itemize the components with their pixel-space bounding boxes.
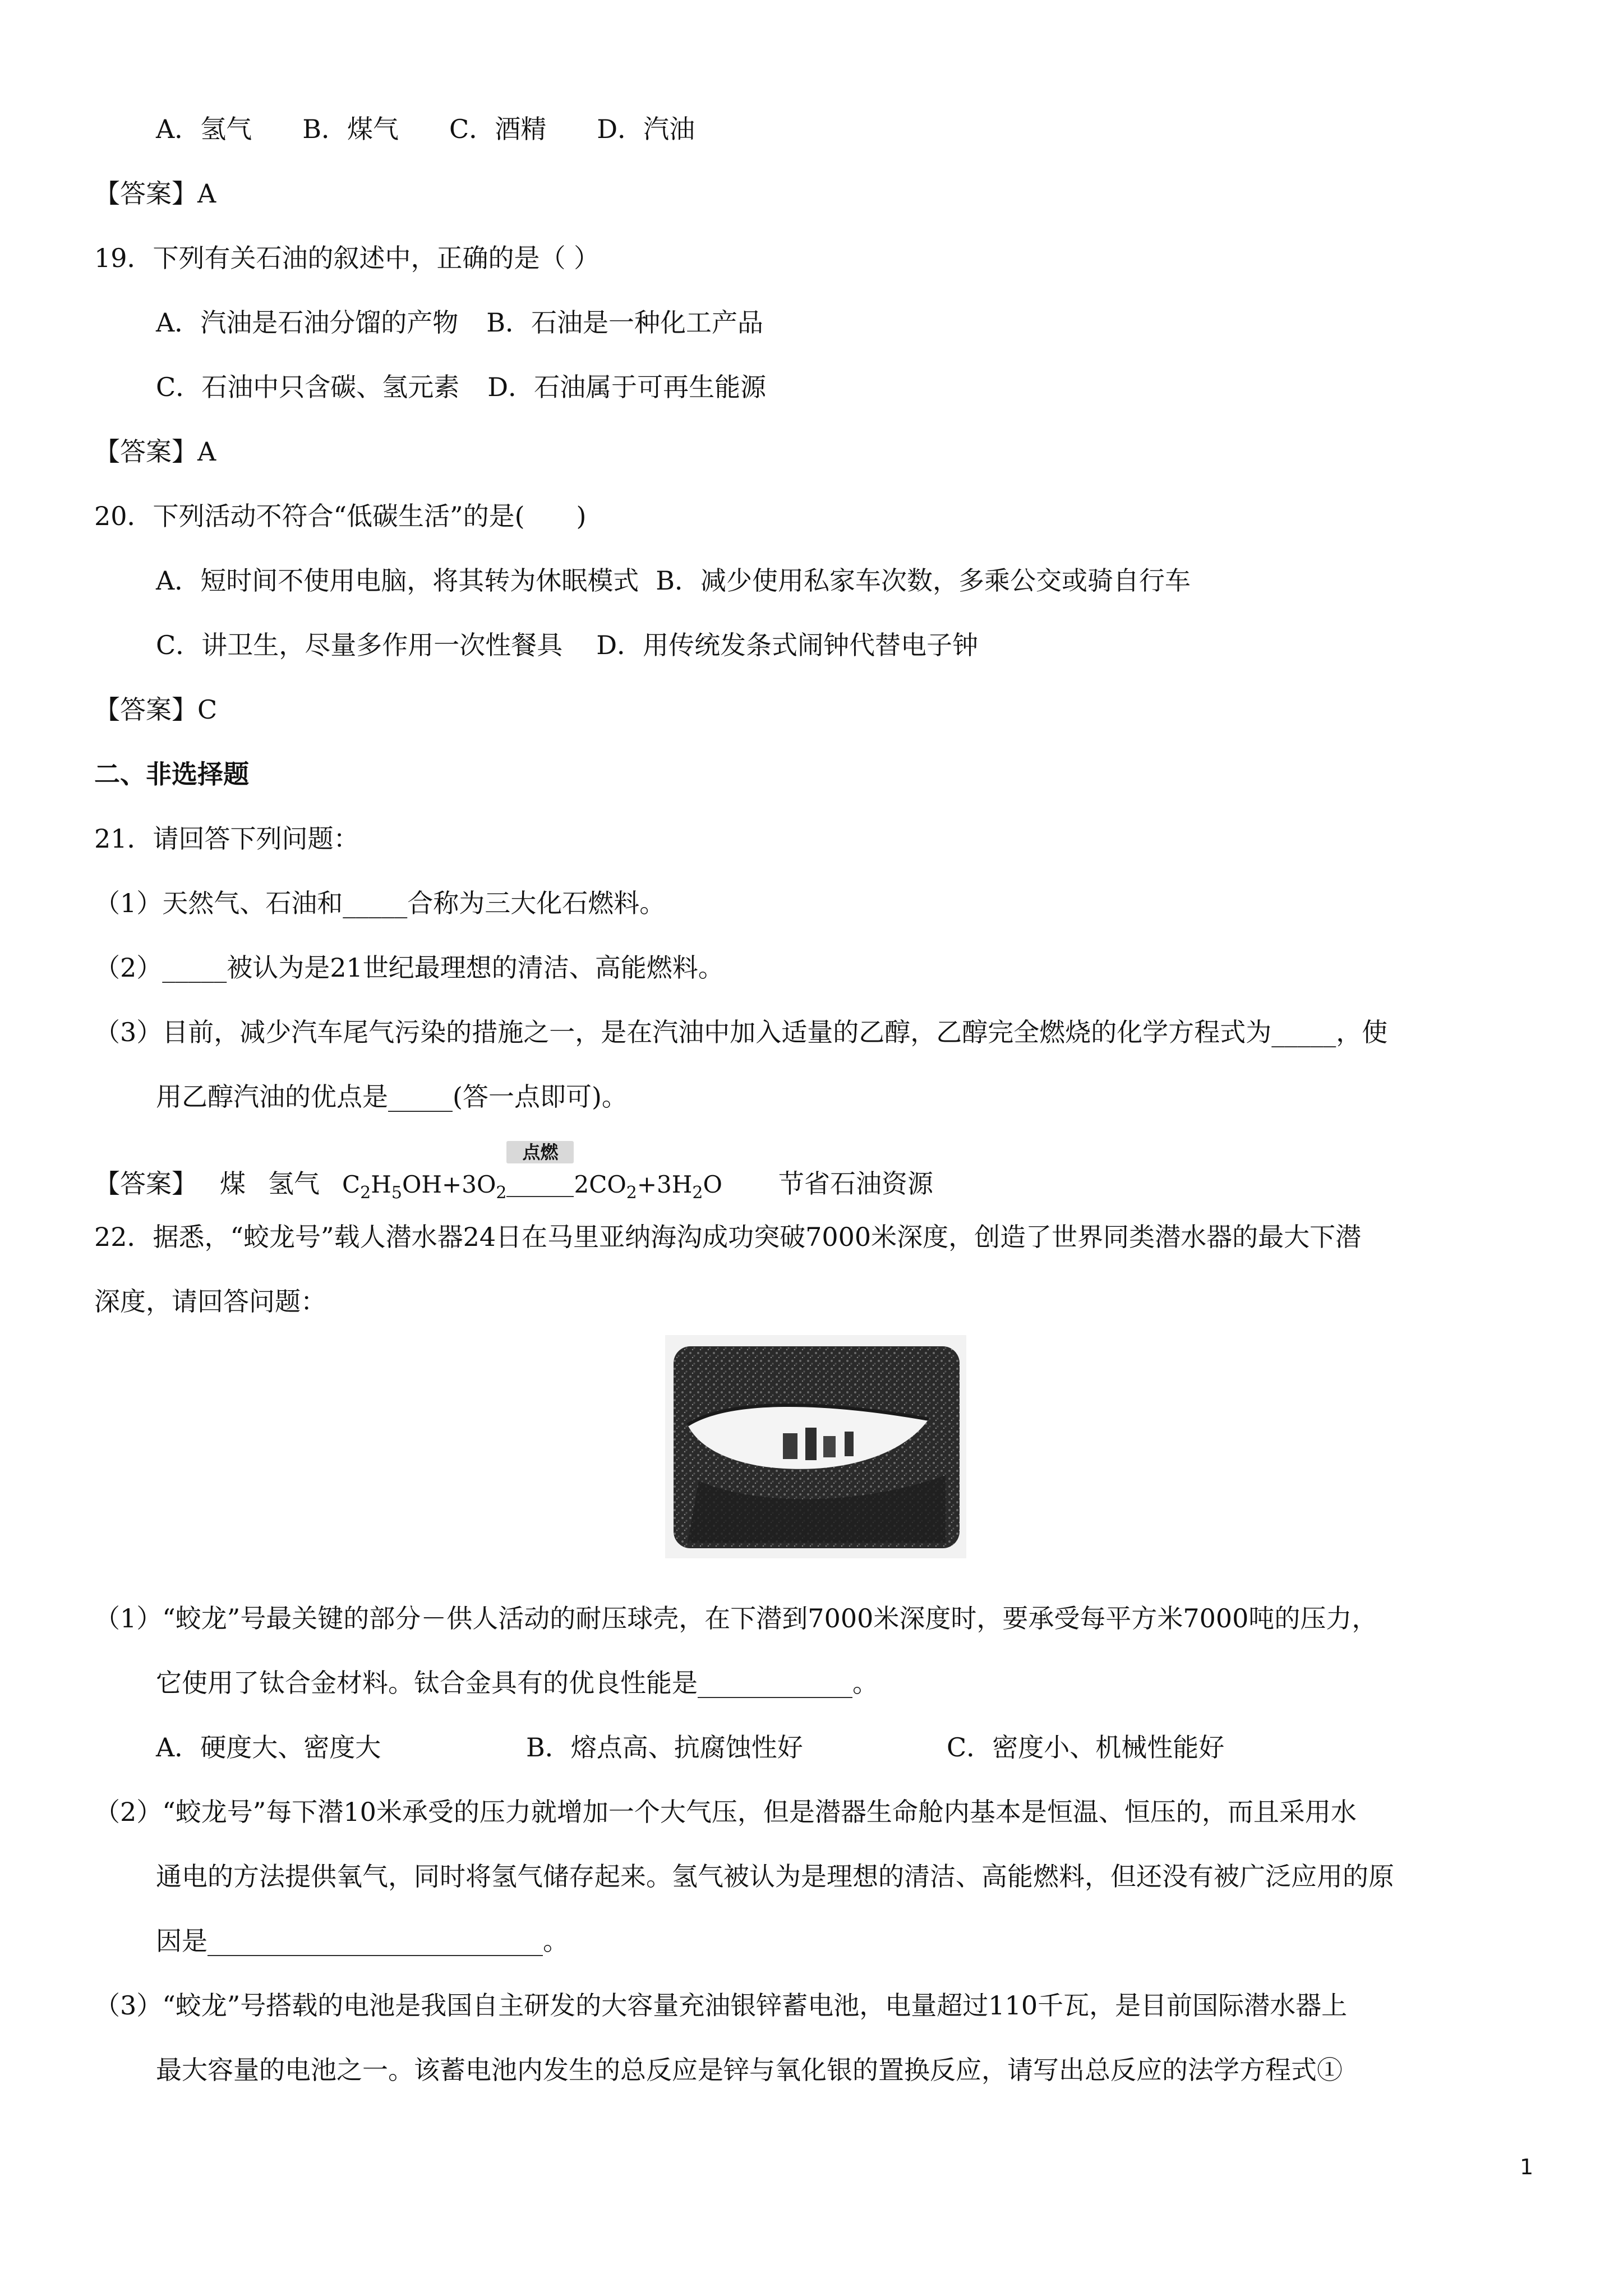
q20-option-d: D．用传统发条式闹钟代替电子钟 [596,630,979,660]
reaction-condition [506,1142,574,1200]
q22-option-b: B．熔点高、抗腐蚀性好 [526,1732,803,1763]
q19-option-a: A．汽油是石油分馏的产物 [156,307,459,338]
q18-answer: 【答案】A [94,178,216,209]
q20-answer: 【答案】C [94,694,218,725]
q20-options-row2 [156,628,978,662]
q21-part3-line2: 用乙醇汽油的优点是_____(答一点即可)。 [156,1082,628,1112]
q21-stem: 21．请回答下列问题： [94,823,359,854]
q20-option-a: A．短时间不使用电脑，将其转为休眠模式 [156,565,639,596]
submarine-image [665,1335,966,1558]
q18-option-d: D．汽油 [597,114,695,144]
q19-answer: 【答案】A [94,436,216,467]
q22-part1-options [156,1731,1224,1764]
q18-option-b: B．煤气 [302,114,399,144]
answer-label: 【答案】 [94,1168,197,1199]
answer-hydrogen: 氢气 [268,1168,320,1199]
q22-option-c: C．密度小、机械性能好 [947,1732,1225,1763]
q22-part2-line1: （2）“蛟龙号”每下潜10米承受的压力就增加一个大气压，但是潜器生命舱内基本是恒温、恒压的，而且采用水 [94,1797,1357,1827]
q20-stem: 20．下列活动不符合“低碳生活”的是( ) [94,501,587,531]
q21-part1: （1）天然气、石油和_____合称为三大化石燃料。 [94,888,666,918]
page-number: 1 [1520,2155,1534,2179]
q21-part3-line1: （3）目前，减少汽车尾气污染的措施之一，是在汽油中加入适量的乙醇，乙醇完全燃烧的化学方程式为_____，使 [94,1017,1388,1047]
submarine-illustration [665,1335,966,1558]
q22-part3-line1: （3）“蛟龙”号搭载的电池是我国自主研发的大容量充油银锌蓄电池，电量超过110千瓦，是目前国际潜水器上 [94,1990,1348,2021]
q22-stem-line1: 22．据悉，“蛟龙号”载人潜水器24日在马里亚纳海沟成功突破7000米深度，创造了世界同类潜水器的最大下潜 [94,1222,1362,1252]
q18-option-c: C．酒精 [449,114,547,144]
section-title: 二、非选择题 [94,759,249,789]
q19-options-row2 [156,370,766,404]
equation-products: $2CO_2+3H_2O$ [574,1171,722,1203]
q18-option-a: A．氢气 [156,114,252,144]
q19-options-row1 [156,306,763,339]
q20-option-c: C．讲卫生，尽量多作用一次性餐具 [156,630,563,660]
q22-part2-line2: 通电的方法提供氧气，同时将氢气储存起来。氢气被认为是理想的清洁、高能燃料，但还没有被广泛应用的原 [156,1861,1394,1892]
q22-part2-line3: 因是__________________________。 [156,1926,569,1956]
q22-part1-line1: （1）“蛟龙”号最关键的部分－供人活动的耐压球壳，在下潜到7000米深度时，要承受每平方米7000吨的压力， [94,1603,1378,1634]
q18-options [156,112,745,146]
q21-part2: （2）_____被认为是21世纪最理想的清洁、高能燃料。 [94,953,724,983]
q20-option-b: B．减少使用私家车次数，多乘公交或骑自行车 [656,565,1191,596]
q19-option-b: B．石油是一种化工产品 [486,307,764,338]
q22-stem-line2: 深度，请回答问题： [94,1286,326,1317]
q19-option-c: C．石油中只含碳、氢元素 [156,372,460,402]
q21-answer [94,1142,933,1203]
q22-option-a: A．硬度大、密度大 [156,1732,381,1763]
q20-options-row1 [156,564,1191,597]
condition-label: 点燃 [506,1141,574,1163]
chemical-equation: $C_2H_5OH+3O_2$ [342,1171,507,1203]
q19-option-d: D．石油属于可再生能源 [487,372,767,402]
q22-part1-line2: 它使用了钛合金材料。钛合金具有的优良性能是____________。 [156,1668,878,1698]
answer-coal: 煤 [220,1168,246,1199]
q22-part3-line2: 最大容量的电池之一。该蓄电池内发生的总反应是锌与氧化银的置换反应，请写出总反应的法学方程式① [156,2055,1343,2085]
answer-advantage: 节省石油资源 [778,1168,933,1199]
q19-stem: 19．下列有关石油的叙述中，正确的是（ ） [94,243,600,273]
